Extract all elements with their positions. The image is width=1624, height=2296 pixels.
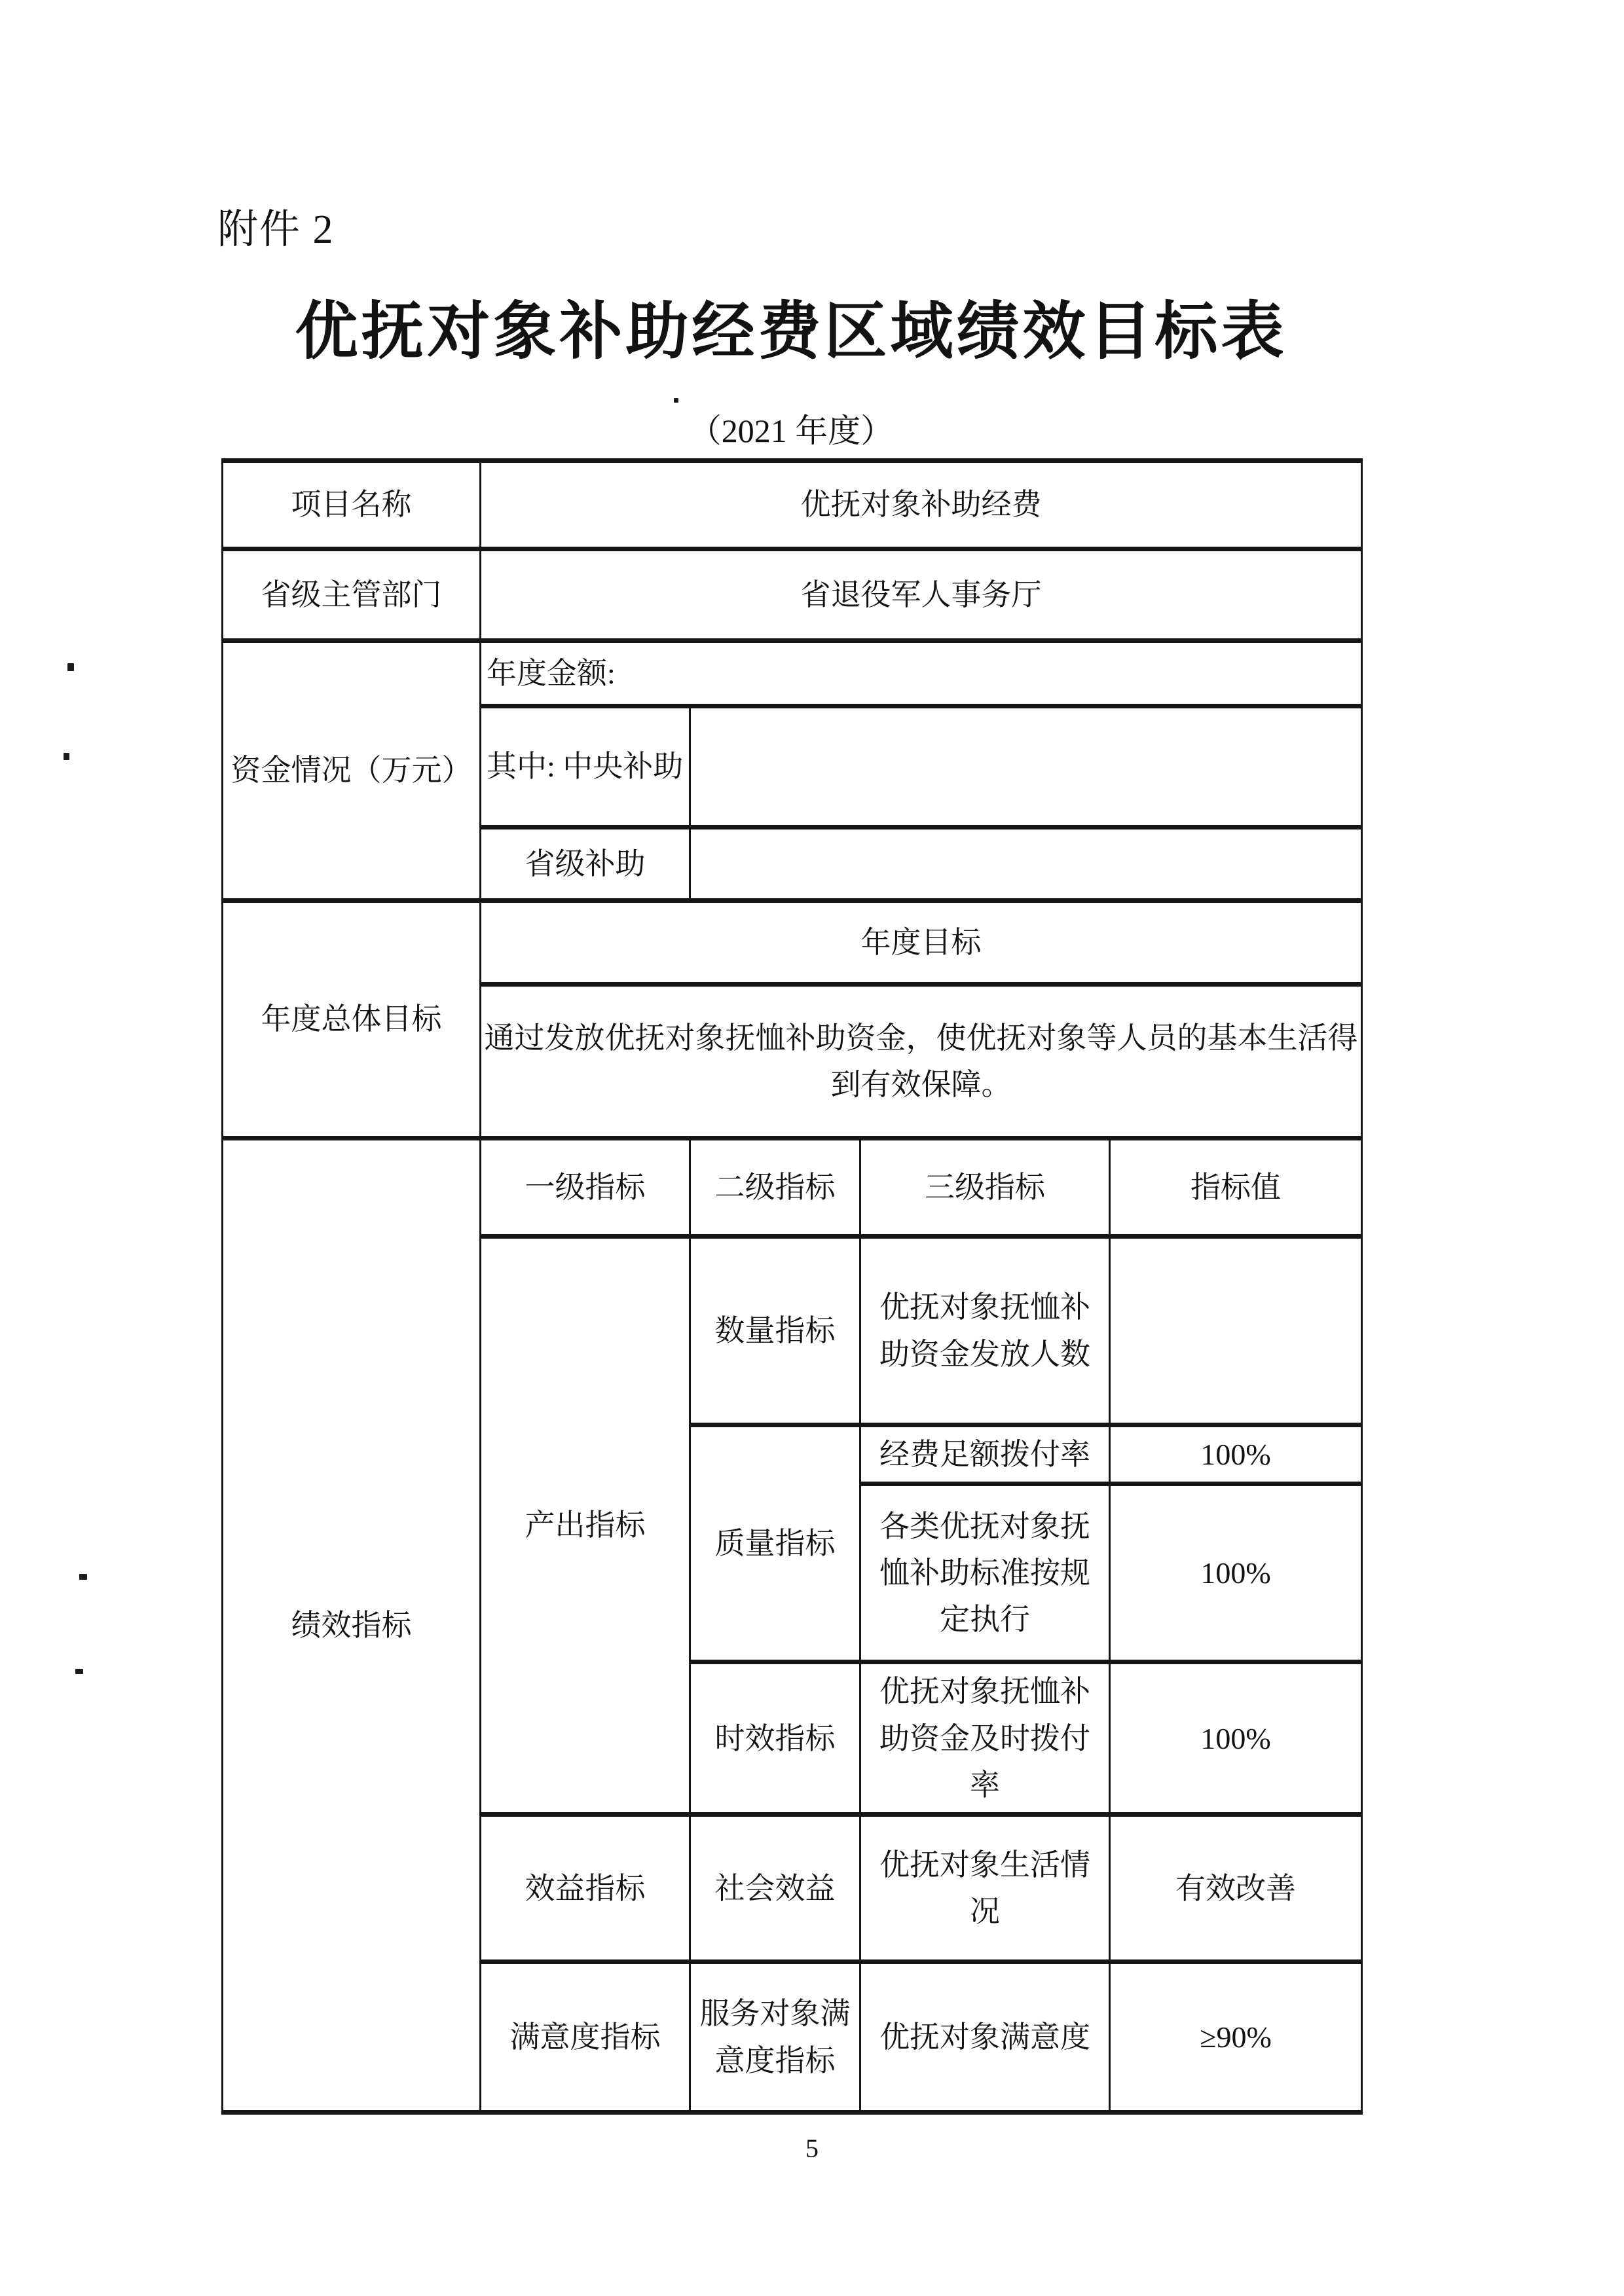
- table-row: [223, 461, 1362, 549]
- funding-central-value: [690, 706, 1362, 828]
- timeliness-indicator-name: 优抚对象抚恤补助资金及时拨付率: [860, 1662, 1110, 1815]
- funding-label: 资金情况（万元）: [223, 641, 481, 901]
- funding-annual-amount-label: 年度金额:: [481, 641, 1362, 706]
- page-number: 5: [805, 2134, 819, 2163]
- quality-indicator-value-1: 100%: [1110, 1425, 1362, 1484]
- benefit-indicator-label: 效益指标: [481, 1815, 690, 1962]
- header-level3: 三级指标: [860, 1139, 1110, 1237]
- department-label: 省级主管部门: [223, 549, 481, 641]
- table-row: [223, 641, 1362, 706]
- satisfaction-indicator-l2: 服务对象满意度指标: [690, 1962, 860, 2113]
- quality-indicator-value-2: 100%: [1110, 1484, 1362, 1662]
- table-row: [223, 1139, 1362, 1237]
- satisfaction-indicator-name: 优抚对象满意度: [860, 1962, 1110, 2113]
- scan-artifact: [75, 1669, 83, 1674]
- page-title: 优抚对象补助经费区域绩效目标表: [295, 297, 1287, 367]
- quantity-indicator-name: 优抚对象抚恤补助资金发放人数: [860, 1237, 1110, 1425]
- header-level1: 一级指标: [481, 1139, 690, 1237]
- department-value: 省退役军人事务厅: [481, 549, 1362, 641]
- funding-provincial-value: [690, 828, 1362, 901]
- satisfaction-indicator-label: 满意度指标: [481, 1962, 690, 2113]
- project-name-value: 优抚对象补助经费: [481, 461, 1362, 549]
- table-row: [223, 549, 1362, 641]
- scan-artifact: [79, 1574, 87, 1580]
- satisfaction-indicator-value: ≥90%: [1110, 1962, 1362, 2113]
- benefit-indicator-name: 优抚对象生活情况: [860, 1815, 1110, 1962]
- table-row: [223, 901, 1362, 985]
- header-level2: 二级指标: [690, 1139, 860, 1237]
- performance-label: 绩效指标: [223, 1139, 481, 2113]
- quality-indicator-name-2: 各类优抚对象抚恤补助标准按规定执行: [860, 1484, 1110, 1662]
- quantity-indicator-label: 数量指标: [690, 1237, 860, 1425]
- annual-goal-text: 通过发放优抚对象抚恤补助资金，使优抚对象等人员的基本生活得到有效保障。: [481, 985, 1362, 1139]
- scan-artifact: [674, 398, 678, 403]
- quantity-indicator-value: [1110, 1237, 1362, 1425]
- quality-indicator-label: 质量指标: [690, 1425, 860, 1662]
- annual-goal-label: 年度总体目标: [223, 901, 481, 1139]
- scan-artifact: [67, 663, 74, 671]
- output-indicator-label: 产出指标: [481, 1237, 690, 1815]
- funding-central-label: 其中: 中央补助: [481, 706, 690, 828]
- performance-target-table: [221, 458, 1363, 2115]
- benefit-indicator-value: 有效改善: [1110, 1815, 1362, 1962]
- timeliness-indicator-label: 时效指标: [690, 1662, 860, 1815]
- funding-provincial-label: 省级补助: [481, 828, 690, 901]
- scan-artifact: [64, 753, 69, 760]
- annual-goal-header: 年度目标: [481, 901, 1362, 985]
- page-subtitle: （2021 年度）: [688, 412, 894, 449]
- attachment-label: 附件 2: [217, 208, 335, 252]
- benefit-indicator-l2: 社会效益: [690, 1815, 860, 1962]
- project-name-label: 项目名称: [223, 461, 481, 549]
- header-value: 指标值: [1110, 1139, 1362, 1237]
- timeliness-indicator-value: 100%: [1110, 1662, 1362, 1815]
- quality-indicator-name-1: 经费足额拨付率: [860, 1425, 1110, 1484]
